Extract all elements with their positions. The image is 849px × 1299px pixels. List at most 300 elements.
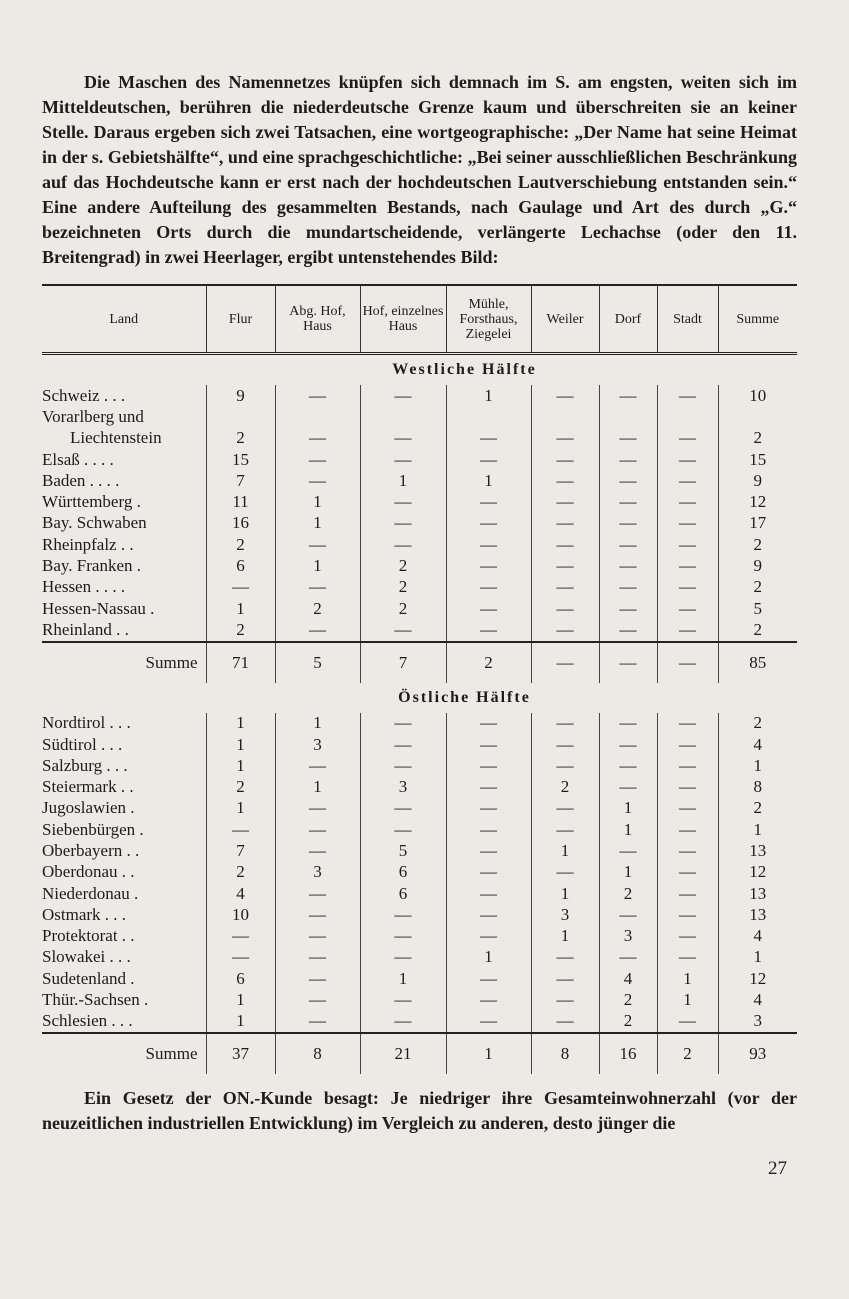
row-label: Siebenbürgen . bbox=[42, 819, 144, 839]
cell-value bbox=[206, 406, 275, 427]
cell-value: 2 bbox=[718, 713, 797, 734]
page-column bbox=[42, 70, 797, 1180]
cell-value: 13 bbox=[718, 840, 797, 861]
cell-value: 2 bbox=[360, 598, 446, 619]
cell-value: — bbox=[360, 513, 446, 534]
cell-value: — bbox=[446, 840, 531, 861]
cell-value: — bbox=[657, 755, 718, 776]
cell-value: 6 bbox=[206, 555, 275, 576]
cell-value: 1 bbox=[446, 1033, 531, 1074]
cell-value: — bbox=[531, 862, 599, 883]
cell-value: — bbox=[531, 755, 599, 776]
cell-value: — bbox=[657, 840, 718, 861]
cell-value: — bbox=[531, 513, 599, 534]
cell-value: 1 bbox=[360, 470, 446, 491]
cell-value: — bbox=[446, 491, 531, 512]
table-row bbox=[42, 470, 797, 491]
cell-value: — bbox=[360, 449, 446, 470]
table-row bbox=[42, 755, 797, 776]
table-row bbox=[42, 734, 797, 755]
cell-value: — bbox=[599, 491, 657, 512]
cell-value: — bbox=[657, 513, 718, 534]
cell-value: 1 bbox=[718, 755, 797, 776]
cell-value: 1 bbox=[275, 713, 360, 734]
cell-value: 3 bbox=[360, 776, 446, 797]
table-row bbox=[42, 883, 797, 904]
cell-value: — bbox=[531, 555, 599, 576]
row-label: Schweiz . . . bbox=[42, 385, 126, 405]
cell-value: — bbox=[657, 385, 718, 406]
cell-value: — bbox=[446, 449, 531, 470]
section-title: Westliche Hälfte bbox=[392, 361, 537, 378]
cell-value: — bbox=[657, 819, 718, 840]
cell-value: 3 bbox=[275, 734, 360, 755]
cell-value: 15 bbox=[206, 449, 275, 470]
table-row bbox=[42, 385, 797, 406]
cell-value: — bbox=[657, 534, 718, 555]
cell-value: — bbox=[657, 428, 718, 449]
row-label: Baden . . . . bbox=[42, 470, 120, 490]
row-label: Jugoslawien . bbox=[42, 798, 135, 818]
cell-value: 9 bbox=[718, 470, 797, 491]
cell-value: — bbox=[360, 734, 446, 755]
cell-value: — bbox=[531, 968, 599, 989]
cell-value: — bbox=[657, 926, 718, 947]
cell-value: 4 bbox=[718, 989, 797, 1010]
cell-value: — bbox=[599, 840, 657, 861]
cell-value: 1 bbox=[446, 470, 531, 491]
cell-value: — bbox=[446, 555, 531, 576]
cell-value: — bbox=[446, 798, 531, 819]
cell-value: — bbox=[599, 904, 657, 925]
cell-value: — bbox=[446, 904, 531, 925]
cell-value: — bbox=[599, 534, 657, 555]
cell-value: — bbox=[360, 713, 446, 734]
row-label: Rheinland . . bbox=[42, 619, 129, 639]
cell-value: 1 bbox=[531, 883, 599, 904]
cell-value: 2 bbox=[206, 428, 275, 449]
cell-value: — bbox=[599, 577, 657, 598]
cell-value: 3 bbox=[531, 904, 599, 925]
table-row bbox=[42, 406, 797, 427]
cell-value: — bbox=[446, 776, 531, 797]
cell-value: 7 bbox=[360, 642, 446, 683]
cell-value: — bbox=[599, 470, 657, 491]
cell-value: — bbox=[275, 904, 360, 925]
table-row bbox=[42, 904, 797, 925]
row-label: Hessen . . . . bbox=[42, 577, 126, 597]
cell-value: — bbox=[446, 734, 531, 755]
row-label: Summe bbox=[42, 642, 206, 683]
cell-value: — bbox=[360, 619, 446, 641]
cell-value: 8 bbox=[275, 1033, 360, 1074]
cell-value: 7 bbox=[206, 840, 275, 861]
cell-value: — bbox=[446, 755, 531, 776]
cell-value: — bbox=[446, 989, 531, 1010]
cell-value: — bbox=[531, 798, 599, 819]
cell-value: — bbox=[360, 904, 446, 925]
column-header: Flur bbox=[206, 285, 275, 354]
cell-value: 12 bbox=[718, 968, 797, 989]
row-label: Steiermark . . bbox=[42, 777, 134, 797]
cell-value: — bbox=[446, 1011, 531, 1033]
cell-value: — bbox=[446, 713, 531, 734]
row-label: Protektorat . . bbox=[42, 926, 135, 946]
cell-value: — bbox=[275, 840, 360, 861]
row-label: Sudetenland . bbox=[42, 968, 135, 988]
cell-value: 5 bbox=[360, 840, 446, 861]
cell-value: 17 bbox=[718, 513, 797, 534]
cell-value: 1 bbox=[206, 755, 275, 776]
table-row bbox=[42, 947, 797, 968]
cell-value: — bbox=[275, 619, 360, 641]
cell-value: — bbox=[275, 534, 360, 555]
cell-value: 2 bbox=[718, 428, 797, 449]
table-row bbox=[42, 798, 797, 819]
table-row bbox=[42, 555, 797, 576]
cell-value: 3 bbox=[275, 862, 360, 883]
row-label: Elsaß . . . . bbox=[42, 449, 114, 469]
column-header: Weiler bbox=[531, 285, 599, 354]
section-heading-row bbox=[42, 354, 797, 386]
cell-value: — bbox=[657, 862, 718, 883]
cell-value: 1 bbox=[446, 947, 531, 968]
cell-value: 16 bbox=[599, 1033, 657, 1074]
cell-value: — bbox=[360, 385, 446, 406]
cell-value: — bbox=[446, 428, 531, 449]
cell-value: 2 bbox=[206, 534, 275, 555]
cell-value: 1 bbox=[531, 840, 599, 861]
table-row bbox=[42, 989, 797, 1010]
cell-value: — bbox=[657, 491, 718, 512]
cell-value: 15 bbox=[718, 449, 797, 470]
table-row bbox=[42, 776, 797, 797]
cell-value: — bbox=[360, 798, 446, 819]
cell-value: — bbox=[275, 428, 360, 449]
cell-value: 2 bbox=[599, 883, 657, 904]
cell-value: — bbox=[531, 734, 599, 755]
cell-value: 1 bbox=[206, 713, 275, 734]
cell-value: — bbox=[657, 734, 718, 755]
cell-value: — bbox=[599, 513, 657, 534]
cell-value: 85 bbox=[718, 642, 797, 683]
column-header: Mühle, Forsthaus, Ziegelei bbox=[446, 285, 531, 354]
cell-value: 8 bbox=[718, 776, 797, 797]
cell-value: — bbox=[360, 428, 446, 449]
table-row bbox=[42, 840, 797, 861]
cell-value: 12 bbox=[718, 862, 797, 883]
column-header: Abg. Hof, Haus bbox=[275, 285, 360, 354]
cell-value: — bbox=[446, 598, 531, 619]
row-label: Bay. Franken . bbox=[42, 556, 141, 576]
cell-value: — bbox=[531, 491, 599, 512]
cell-value: 6 bbox=[360, 883, 446, 904]
cell-value: — bbox=[657, 449, 718, 470]
cell-value: 2 bbox=[531, 776, 599, 797]
cell-value: 1 bbox=[275, 491, 360, 512]
cell-value: — bbox=[531, 534, 599, 555]
cell-value: — bbox=[206, 947, 275, 968]
cell-value: 3 bbox=[599, 926, 657, 947]
table-row bbox=[42, 1011, 797, 1033]
cell-value: 4 bbox=[718, 734, 797, 755]
cell-value bbox=[275, 406, 360, 427]
cell-value: 93 bbox=[718, 1033, 797, 1074]
cell-value: — bbox=[657, 555, 718, 576]
cell-value: 16 bbox=[206, 513, 275, 534]
cell-value: 13 bbox=[718, 883, 797, 904]
paragraph-top: Die Maschen des Namennetzes knüpfen sich demnach im S. am engsten, weiten sich im Mitteldeutschen, berühren die niederdeutsche Grenze kaum und überschreiten sie an keiner Stelle. Daraus ergeben sich zwei Tatsachen, eine wortgeographische: „Der Name hat seine Heimat in der s. Gebietshälfte“, und eine sprachgeschichtliche: „Bei seiner ausschließlichen Beschränkung auf das Hochdeutsche kann er erst nach der hochdeutschen Lautverschiebung entstanden sein.“ Eine andere Aufteilung des gesammelten Bestands, nach Gaulage und Art des durch „G.“ bezeichneten Orts durch die mundartscheidende, verlängerte Lechachse (oder den 11. Breitengrad) in zwei Heerlager, ergibt untenstehendes Bild: bbox=[42, 72, 797, 267]
row-label: Nordtirol . . . bbox=[42, 713, 131, 733]
cell-value: — bbox=[206, 819, 275, 840]
cell-value: 2 bbox=[206, 619, 275, 641]
table-row bbox=[42, 862, 797, 883]
cell-value: 1 bbox=[599, 819, 657, 840]
sum-row bbox=[42, 1033, 797, 1074]
cell-value: 1 bbox=[599, 862, 657, 883]
cell-value: — bbox=[531, 642, 599, 683]
row-label: Thür.-Sachsen . bbox=[42, 990, 149, 1010]
table-row bbox=[42, 449, 797, 470]
cell-value: 1 bbox=[718, 819, 797, 840]
cell-value: 2 bbox=[718, 577, 797, 598]
cell-value: 6 bbox=[206, 968, 275, 989]
cell-value: 9 bbox=[718, 555, 797, 576]
table-row bbox=[42, 713, 797, 734]
row-label: Schlesien . . . bbox=[42, 1011, 133, 1031]
cell-value: 1 bbox=[657, 989, 718, 1010]
cell-value: — bbox=[531, 470, 599, 491]
row-label: Ostmark . . . bbox=[42, 904, 127, 924]
cell-value: — bbox=[360, 819, 446, 840]
cell-value: 2 bbox=[275, 598, 360, 619]
table-row bbox=[42, 534, 797, 555]
cell-value: — bbox=[275, 470, 360, 491]
cell-value bbox=[531, 406, 599, 427]
row-label: Salzburg . . . bbox=[42, 755, 128, 775]
cell-value: 1 bbox=[206, 1011, 275, 1033]
cell-value: — bbox=[599, 598, 657, 619]
row-label: Summe bbox=[42, 1033, 206, 1074]
table-row bbox=[42, 513, 797, 534]
cell-value: — bbox=[275, 449, 360, 470]
cell-value: — bbox=[446, 819, 531, 840]
cell-value: — bbox=[275, 577, 360, 598]
cell-value: — bbox=[206, 926, 275, 947]
cell-value: 1 bbox=[206, 734, 275, 755]
cell-value: — bbox=[657, 619, 718, 641]
cell-value: — bbox=[531, 989, 599, 1010]
row-label: Oberbayern . . bbox=[42, 840, 140, 860]
cell-value: — bbox=[531, 947, 599, 968]
cell-value: 1 bbox=[206, 989, 275, 1010]
cell-value: — bbox=[275, 947, 360, 968]
sum-row bbox=[42, 642, 797, 683]
cell-value: — bbox=[275, 1011, 360, 1033]
cell-value: 5 bbox=[275, 642, 360, 683]
cell-value: — bbox=[599, 428, 657, 449]
cell-value: — bbox=[446, 968, 531, 989]
cell-value bbox=[446, 406, 531, 427]
cell-value: 2 bbox=[718, 619, 797, 641]
cell-value: — bbox=[275, 798, 360, 819]
cell-value: — bbox=[531, 1011, 599, 1033]
cell-value: 2 bbox=[718, 534, 797, 555]
cell-value: 1 bbox=[275, 555, 360, 576]
cell-value: — bbox=[275, 989, 360, 1010]
cell-value: 2 bbox=[360, 577, 446, 598]
cell-value: 11 bbox=[206, 491, 275, 512]
cell-value: — bbox=[599, 755, 657, 776]
column-header: Stadt bbox=[657, 285, 718, 354]
cell-value: — bbox=[360, 1011, 446, 1033]
cell-value: — bbox=[599, 555, 657, 576]
cell-value: 9 bbox=[206, 385, 275, 406]
table-row bbox=[42, 619, 797, 641]
cell-value: — bbox=[275, 968, 360, 989]
cell-value: 2 bbox=[206, 776, 275, 797]
cell-value: 37 bbox=[206, 1033, 275, 1074]
cell-value: — bbox=[657, 713, 718, 734]
cell-value: — bbox=[360, 534, 446, 555]
cell-value: — bbox=[531, 619, 599, 641]
cell-value: 2 bbox=[657, 1033, 718, 1074]
cell-value: — bbox=[275, 385, 360, 406]
row-label: Württemberg . bbox=[42, 492, 141, 512]
cell-value: 71 bbox=[206, 642, 275, 683]
cell-value bbox=[657, 406, 718, 427]
cell-value: — bbox=[531, 428, 599, 449]
cell-value: 1 bbox=[446, 385, 531, 406]
cell-value: — bbox=[599, 947, 657, 968]
cell-value: — bbox=[360, 926, 446, 947]
column-header: Hof, einzelnes Haus bbox=[360, 285, 446, 354]
cell-value: 2 bbox=[599, 1011, 657, 1033]
cell-value: — bbox=[531, 385, 599, 406]
cell-value: — bbox=[599, 713, 657, 734]
cell-value: — bbox=[360, 491, 446, 512]
row-label: Niederdonau . bbox=[42, 883, 139, 903]
row-label: Oberdonau . . bbox=[42, 862, 135, 882]
cell-value: — bbox=[206, 577, 275, 598]
cell-value: 2 bbox=[599, 989, 657, 1010]
cell-value: 5 bbox=[718, 598, 797, 619]
cell-value: — bbox=[531, 819, 599, 840]
table-row bbox=[42, 598, 797, 619]
cell-value: — bbox=[657, 883, 718, 904]
cell-value: 1 bbox=[531, 926, 599, 947]
table-row bbox=[42, 819, 797, 840]
column-header: Dorf bbox=[599, 285, 657, 354]
cell-value: — bbox=[599, 385, 657, 406]
row-label: Hessen-Nassau . bbox=[42, 598, 155, 618]
cell-value: — bbox=[531, 449, 599, 470]
cell-value: 7 bbox=[206, 470, 275, 491]
cell-value: 2 bbox=[360, 555, 446, 576]
table-header-row bbox=[42, 285, 797, 354]
cell-value: — bbox=[599, 734, 657, 755]
column-header: Land bbox=[109, 311, 139, 327]
row-label: Bay. Schwaben bbox=[42, 513, 147, 533]
cell-value: — bbox=[657, 470, 718, 491]
cell-value: — bbox=[657, 1011, 718, 1033]
cell-value: 1 bbox=[718, 947, 797, 968]
cell-value: — bbox=[275, 819, 360, 840]
row-label: Rheinpfalz . . bbox=[42, 534, 134, 554]
cell-value: 1 bbox=[206, 598, 275, 619]
cell-value: — bbox=[360, 989, 446, 1010]
cell-value: 3 bbox=[718, 1011, 797, 1033]
cell-value: — bbox=[531, 577, 599, 598]
cell-value: — bbox=[446, 926, 531, 947]
cell-value: — bbox=[275, 926, 360, 947]
cell-value: — bbox=[657, 642, 718, 683]
cell-value: 10 bbox=[718, 385, 797, 406]
cell-value: — bbox=[657, 904, 718, 925]
cell-value: 1 bbox=[275, 776, 360, 797]
cell-value: 13 bbox=[718, 904, 797, 925]
cell-value: — bbox=[657, 947, 718, 968]
cell-value: 12 bbox=[718, 491, 797, 512]
cell-value: 4 bbox=[718, 926, 797, 947]
paragraph-bottom: Ein Gesetz der ON.-Kunde besagt: Je niedriger ihre Gesamteinwohnerzahl (vor der neuzeitlichen industriellen Entwicklung) im Vergleich zu anderen, desto jünger die bbox=[42, 1088, 797, 1134]
table-row bbox=[42, 926, 797, 947]
cell-value: — bbox=[657, 598, 718, 619]
cell-value: — bbox=[360, 755, 446, 776]
cell-value: — bbox=[446, 577, 531, 598]
cell-value: 10 bbox=[206, 904, 275, 925]
cell-value: — bbox=[360, 947, 446, 968]
cell-value: 8 bbox=[531, 1033, 599, 1074]
cell-value: — bbox=[657, 798, 718, 819]
section-heading-row bbox=[42, 683, 797, 713]
cell-value: — bbox=[531, 713, 599, 734]
cell-value: 1 bbox=[657, 968, 718, 989]
cell-value: — bbox=[446, 619, 531, 641]
column-header: Summe bbox=[718, 285, 797, 354]
table-row bbox=[42, 428, 797, 449]
cell-value bbox=[360, 406, 446, 427]
cell-value: — bbox=[599, 449, 657, 470]
cell-value: — bbox=[599, 619, 657, 641]
cell-value: — bbox=[657, 577, 718, 598]
cell-value: — bbox=[446, 534, 531, 555]
page-number: 27 bbox=[768, 1158, 787, 1180]
table-row bbox=[42, 491, 797, 512]
cell-value: 1 bbox=[275, 513, 360, 534]
cell-value: 4 bbox=[206, 883, 275, 904]
cell-value: 6 bbox=[360, 862, 446, 883]
cell-value: — bbox=[531, 598, 599, 619]
cell-value: — bbox=[446, 883, 531, 904]
row-label: Liechtenstein bbox=[70, 428, 162, 448]
cell-value: 1 bbox=[360, 968, 446, 989]
table-row bbox=[42, 577, 797, 598]
cell-value: 2 bbox=[446, 642, 531, 683]
cell-value: — bbox=[599, 776, 657, 797]
cell-value: — bbox=[446, 862, 531, 883]
section-title: Östliche Hälfte bbox=[398, 688, 531, 706]
row-label: Slowakei . . . bbox=[42, 947, 131, 967]
cell-value: 1 bbox=[206, 798, 275, 819]
row-label: Südtirol . . . bbox=[42, 734, 123, 754]
cell-value: — bbox=[446, 513, 531, 534]
data-table bbox=[42, 284, 797, 1074]
cell-value: — bbox=[657, 776, 718, 797]
cell-value: 2 bbox=[718, 798, 797, 819]
cell-value: — bbox=[599, 642, 657, 683]
cell-value bbox=[599, 406, 657, 427]
